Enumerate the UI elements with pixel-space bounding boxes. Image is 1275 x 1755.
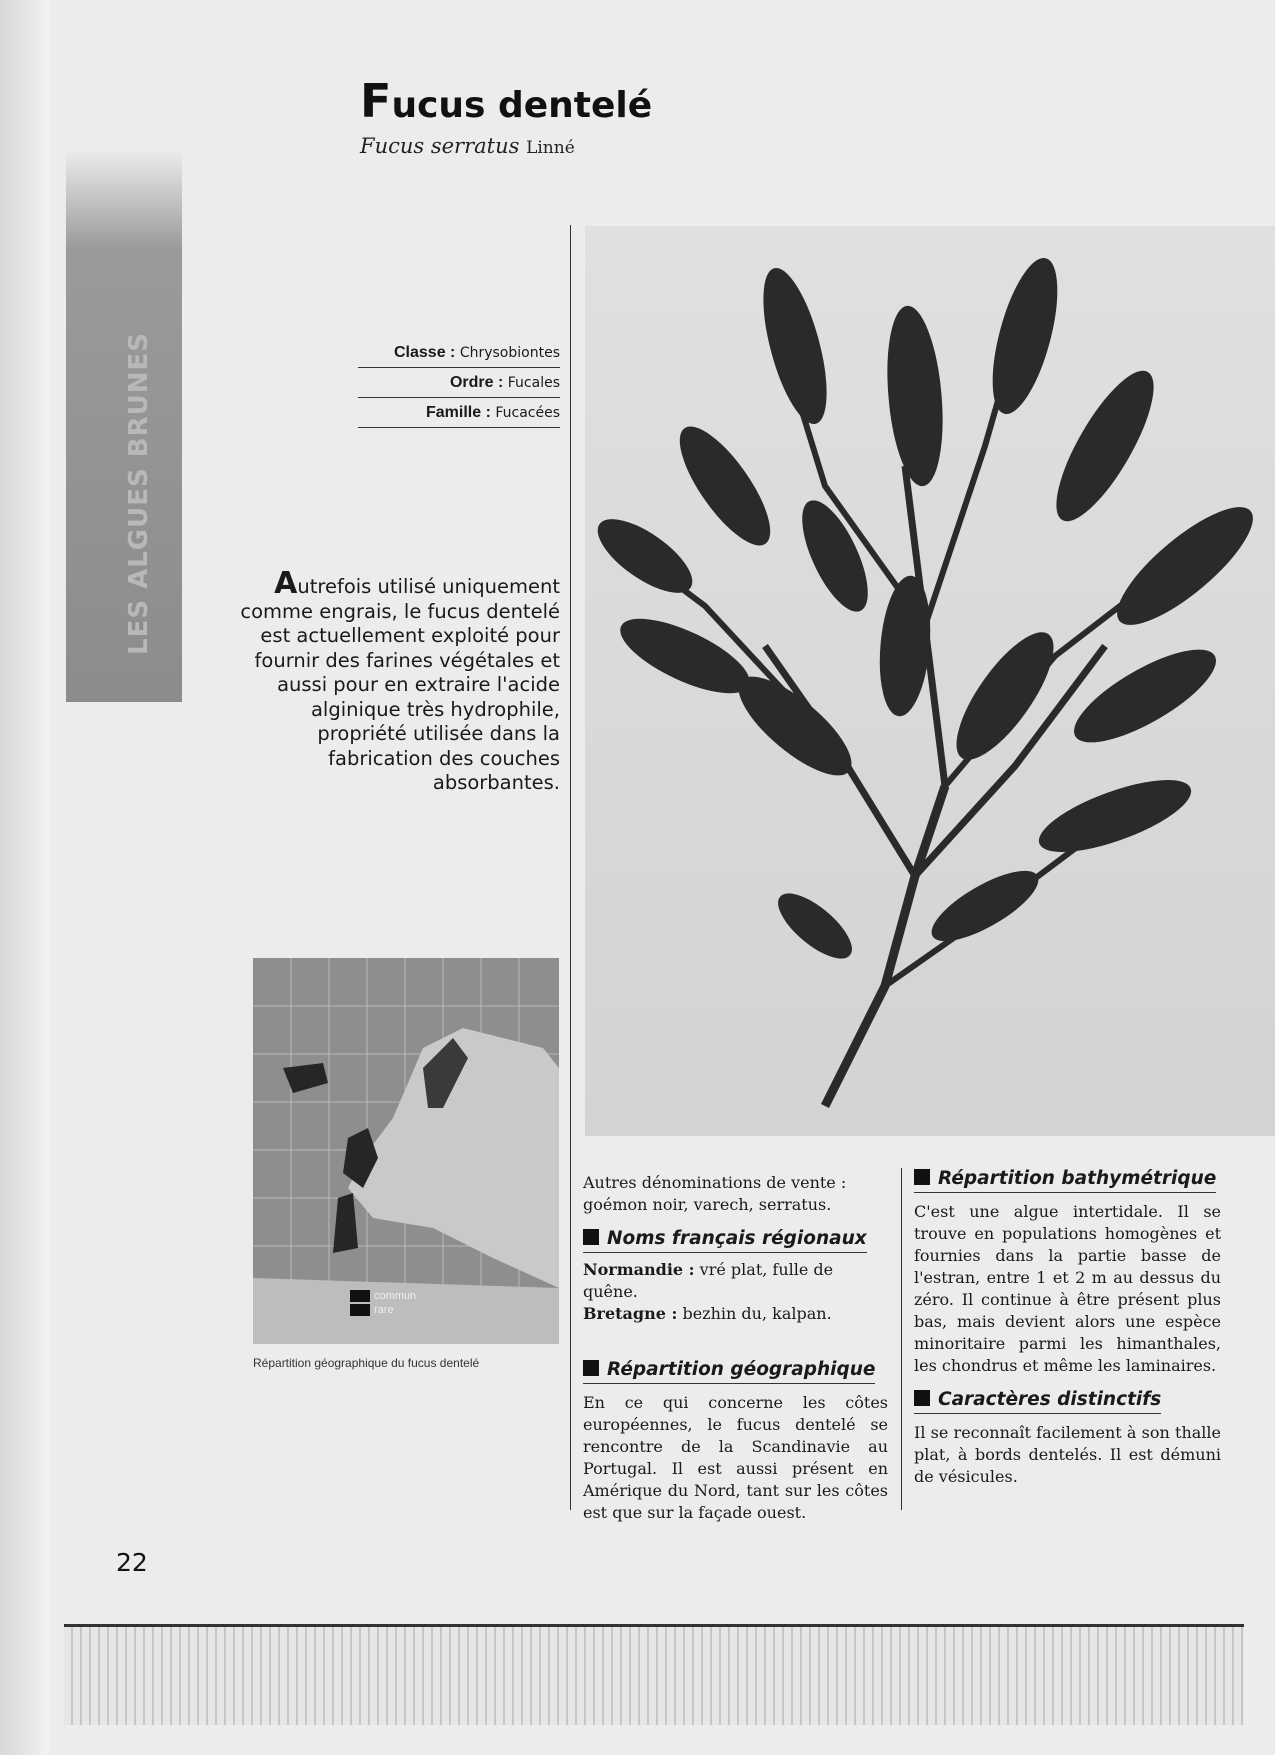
taxonomy-label: Ordre : [449,374,504,391]
section-tab-label: LES ALGUES BRUNES [124,332,154,655]
distribution-map [253,958,559,1344]
column-divider [570,225,571,1510]
map-legend [350,1290,416,1318]
bullet-square-icon [914,1390,930,1406]
page-title [360,74,652,128]
distinctive-section [914,1389,1221,1488]
legend-label: rare [374,1304,394,1316]
legend-swatch [350,1304,370,1316]
scientific-name [360,134,575,158]
bathymetric-text: C'est une algue intertidale. Il se trouve en populations homogènes et fournies dans la partie basse de l'estran, entre 1 et 2 m au dessus du zéro. Il continue à être présent plus bas, mais devient alors une espèce minoritaire parmi les himanthales, les chondrus et même les laminaires. [914,1202,1221,1375]
legend-swatch [350,1290,370,1302]
other-names-text: goémon noir, varech, serratus. [583,1195,832,1214]
bullet-square-icon [914,1169,930,1185]
other-names-label: Autres dénominations de vente : [583,1173,847,1192]
author-name: Linné [526,138,575,158]
regional-name-row [583,1303,888,1325]
right-column [914,1168,1221,1488]
map-caption: Répartition géographique du fucus dentelé [253,1356,480,1370]
fucus-illustration [585,226,1275,1136]
taxonomy-label: Famille : [425,404,491,421]
title-initial: F [360,74,392,128]
regional-names-section [583,1228,888,1325]
distinctive-heading [914,1389,1161,1414]
distinctive-text: Il se reconnaît facilement à son thalle plat, à bords dentelés. Il est démuni de vésicules. [914,1423,1221,1486]
taxonomy-row-classe [358,338,560,368]
region-label: Bretagne : [583,1304,678,1323]
intro-paragraph [240,566,560,796]
heading-text: Répartition bathymétrique [938,1168,1217,1189]
scan-bottom-edge [64,1624,1244,1725]
heading-text: Caractères distinctifs [938,1389,1162,1410]
region-label: Normandie : [583,1260,695,1279]
intro-text: utrefois utilisé uniquement comme engrais, le fucus dentelé est actuellement exploité pour fournir des farines végétales et aussi pour en extraire l'acide alginique très hydrophile, propriété utilisée dans la fabrication des couches absorbantes. [240,575,560,794]
legend-item-commun [350,1290,416,1302]
taxonomy-row-ordre [358,368,560,398]
bathymetric-section [914,1168,1221,1377]
taxonomy-table [358,338,560,428]
drop-cap: A [274,566,298,601]
legend-label: commun [374,1290,417,1302]
title-rest: ucus dentelé [391,85,653,126]
taxonomy-value: Fucacées [495,405,560,421]
geo-distribution-heading [583,1359,875,1384]
geo-distribution-text: En ce qui concerne les côtes européennes, le fucus dentelé se rencontre de la Scandinavie au Portugal. Il est aussi présent en Amérique du Nord, tant sur les côtes est que sur la façade ouest. [583,1393,888,1522]
left-column [583,1172,888,1524]
regional-names-heading [583,1228,867,1253]
bullet-square-icon [583,1360,599,1376]
column-divider [901,1168,902,1510]
section-tab [66,150,182,702]
legend-item-rare [350,1304,416,1316]
europe-map-illustration [253,958,559,1344]
region-names: vré plat, fulle de quêne. [583,1260,834,1301]
regional-name-row [583,1259,888,1303]
taxonomy-value: Chrysobiontes [459,345,560,361]
seaweed-photo [585,226,1275,1136]
page-edge [0,0,50,1755]
heading-text: Noms français régionaux [607,1228,867,1249]
geo-distribution-section [583,1359,888,1524]
region-names: bezhin du, kalpan. [682,1304,832,1323]
taxonomy-row-famille [358,398,560,428]
taxonomy-label: Classe : [394,344,456,361]
page-number: 22 [116,1548,148,1577]
taxonomy-value: Fucales [507,375,560,391]
heading-text: Répartition géographique [607,1359,876,1380]
latin-name: Fucus serratus [360,134,520,158]
bullet-square-icon [583,1229,599,1245]
bathymetric-heading [914,1168,1216,1193]
